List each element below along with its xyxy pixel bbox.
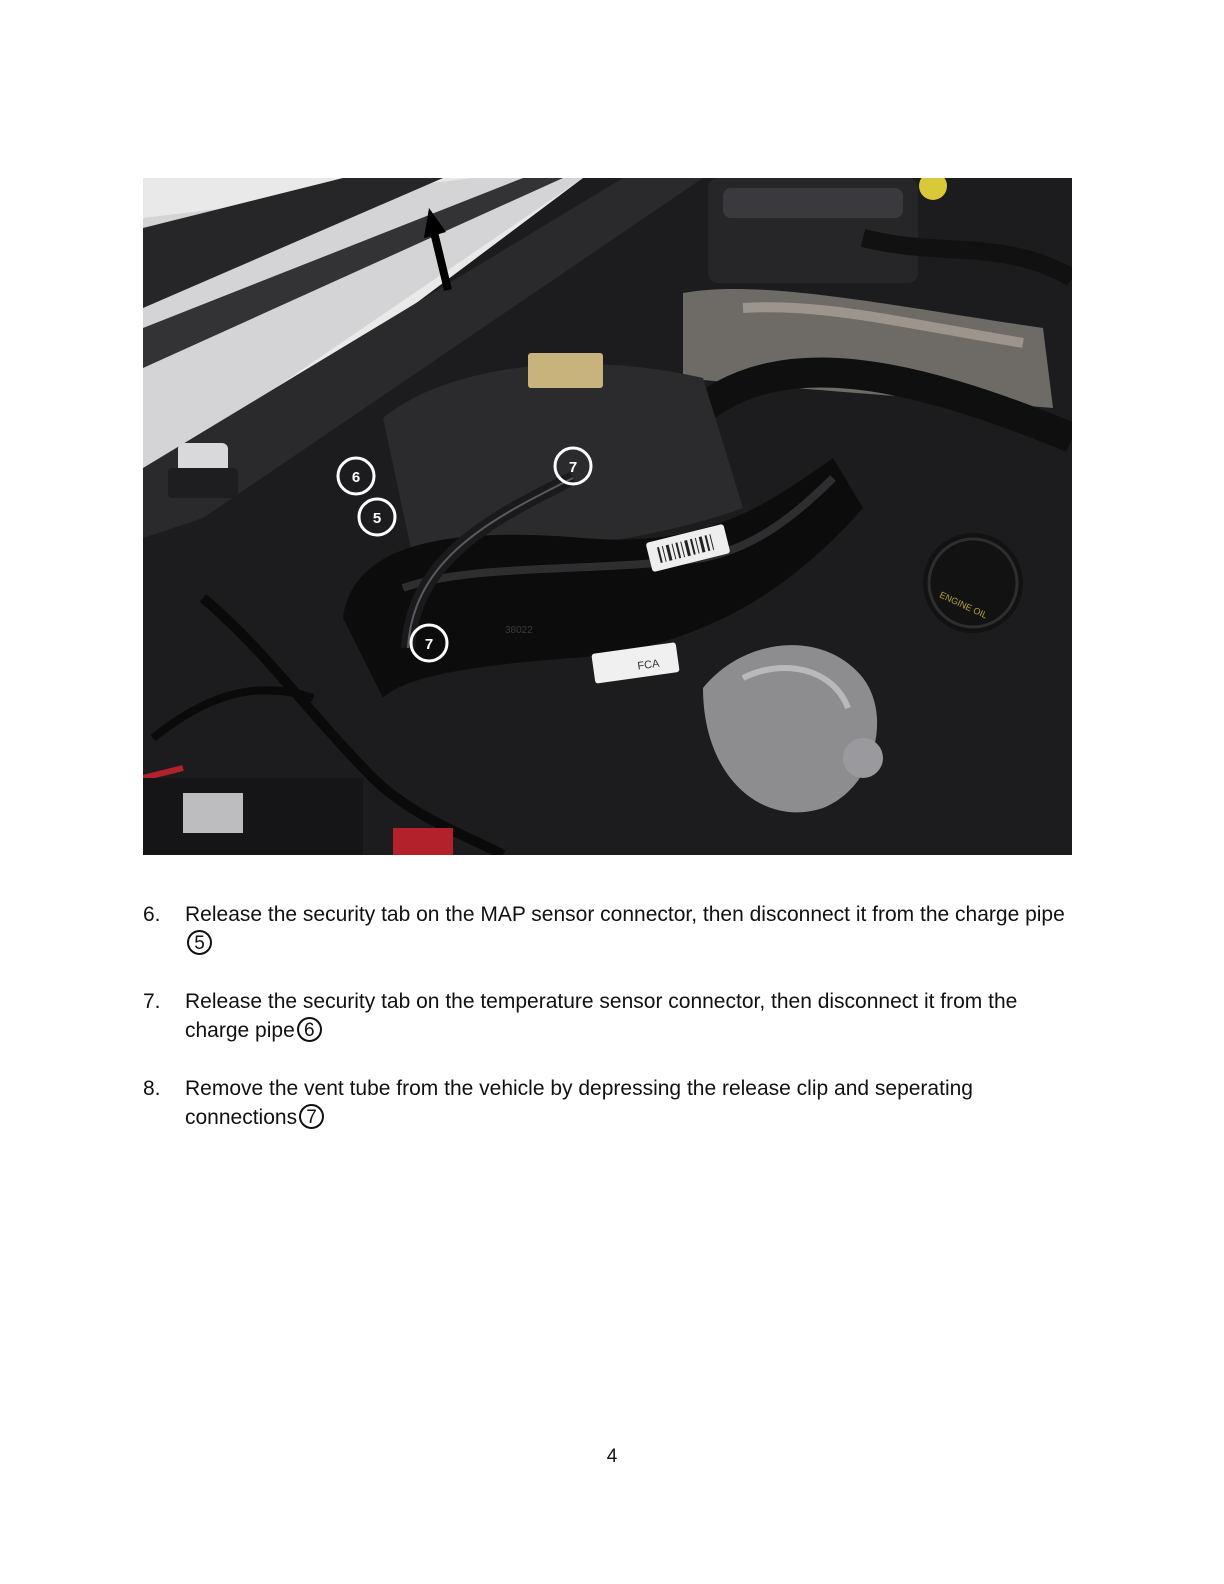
- pipe-casting-number: 38022: [505, 625, 533, 636]
- reservoir-highlight: [723, 188, 903, 218]
- callout-7-lower-label: 7: [424, 636, 434, 653]
- step-text-body: Remove the vent tube from the vehicle by depressing the release clip and seperating connections: [185, 1077, 973, 1129]
- tan-label: [528, 353, 603, 388]
- battery-terminal: [183, 793, 243, 833]
- step-7: [143, 987, 1083, 1045]
- fca-label-text: FCA: [636, 657, 661, 673]
- step-8: [143, 1074, 1083, 1132]
- page-number: 4: [606, 1446, 618, 1467]
- battery-corner: [143, 778, 363, 855]
- instruction-steps: [143, 900, 1083, 1161]
- oil-filler-cap: [923, 533, 1023, 633]
- engine-bay-photo: [143, 178, 1072, 855]
- step-6: [143, 900, 1083, 958]
- step-text: [185, 1074, 1083, 1132]
- step-text-body: Release the security tab on the temperature sensor connector, then disconnect it from the charge pipe: [185, 990, 1018, 1042]
- step-text: [185, 900, 1083, 958]
- callout-5-label: 5: [372, 510, 382, 527]
- white-connector-base: [168, 468, 238, 498]
- callout-7-upper-label: 7: [568, 459, 578, 476]
- oil-cap-text: ENGINE OIL: [938, 589, 990, 621]
- red-terminal-cover: [393, 828, 453, 855]
- step-number: 7.: [143, 990, 161, 1013]
- step-number: 8.: [143, 1077, 161, 1100]
- callout-reference: 5: [187, 930, 212, 955]
- throttle-knob: [843, 738, 883, 778]
- callout-reference: 6: [297, 1017, 322, 1042]
- step-text-body: Release the security tab on the MAP sensor connector, then disconnect it from the charge pipe: [185, 903, 1065, 926]
- step-text: [185, 987, 1083, 1045]
- callout-6-label: 6: [351, 469, 361, 486]
- step-number: 6.: [143, 903, 161, 926]
- callout-reference: 7: [299, 1104, 324, 1129]
